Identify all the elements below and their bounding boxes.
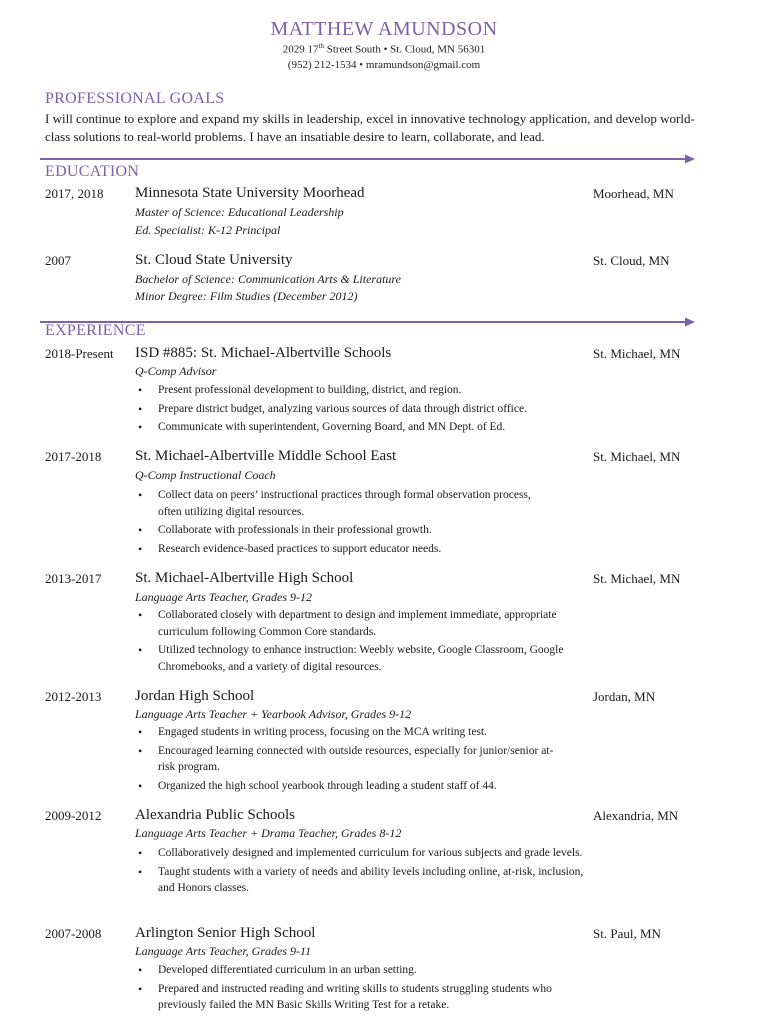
education-degree: Ed. Specialist: K-12 Principal xyxy=(135,223,281,237)
job-employer: St. Michael-Albertville Middle School East xyxy=(135,448,397,464)
job-bullet: • Utilized technology to enhance instruction: Weebly website, Google Classroom, Google Chromebooks, and a variety of digital resources. xyxy=(135,642,595,675)
job-title: Language Arts Teacher + Drama Teacher, Grades 8-12 xyxy=(135,826,402,840)
address-rest: Street South • St. Cloud, MN 56301 xyxy=(323,43,486,56)
address-ordinal: th xyxy=(318,42,324,50)
job-bullet: • Collaboratively designed and implemented curriculum for various subjects and grade levels. xyxy=(135,845,585,862)
job-bullet: • Communicate with superintendent, Governing Board, and MN Dept. of Ed. xyxy=(135,419,605,436)
education-location: St. Cloud, MN xyxy=(593,253,670,268)
job-employer: Jordan High School xyxy=(135,688,255,704)
job-employer: St. Michael-Albertville High School xyxy=(135,570,354,586)
job-location: St. Paul, MN xyxy=(593,926,661,941)
job-date: 2007-2008 xyxy=(45,926,102,941)
job-date: 2012-2013 xyxy=(45,689,102,704)
job-bullet: • Developed differentiated curriculum in an urban setting. xyxy=(135,962,595,979)
job-title: Language Arts Teacher, Grades 9-11 xyxy=(135,944,312,958)
job-bullets xyxy=(135,487,555,559)
job-bullet: • Prepared and instructed reading and writing skills to students struggling students who previously failed the MN Basic Skills Writing Test for a retake. xyxy=(135,981,595,1014)
job-bullet: • Encouraged learning connected with outside resources, especially for junior/senior at-risk program. xyxy=(135,743,555,776)
education-school: St. Cloud State University xyxy=(135,252,293,268)
goals-text: I will continue to explore and expand my skills in leadership, excel in innovative technology application, and develop world-class solutions to real-world problems. I have an insatiable desire to learn, collaborate, and lead. xyxy=(45,111,695,144)
address-line xyxy=(0,42,768,56)
education-date: 2007 xyxy=(45,253,71,268)
education-school: Minnesota State University Moorhead xyxy=(135,185,365,201)
job-location: Jordan, MN xyxy=(593,689,656,704)
education-degree: Bachelor of Science: Communication Arts & Literature xyxy=(135,272,401,286)
job-date: 2017-2018 xyxy=(45,449,102,464)
job-bullet: • Research evidence-based practices to support educator needs. xyxy=(135,541,555,558)
education-date: 2017, 2018 xyxy=(45,186,104,201)
resume-name: MATTHEW AMUNDSON xyxy=(270,18,498,40)
job-bullets xyxy=(135,724,555,796)
address-number: 2029 17 xyxy=(282,43,319,56)
phone-email-line: (952) 212-1534 • mramundson@gmail.com xyxy=(287,59,481,71)
education-degree: Minor Degree: Film Studies (December 2012) xyxy=(135,289,358,303)
job-bullet: • Prepare district budget, analyzing various sources of data through district office. xyxy=(135,401,605,418)
job-location: Alexandria, MN xyxy=(593,808,679,823)
job-title: Language Arts Teacher, Grades 9-12 xyxy=(135,590,313,604)
job-bullets xyxy=(135,845,585,899)
job-date: 2013-2017 xyxy=(45,571,102,586)
job-employer: ISD #885: St. Michael-Albertville Schools xyxy=(135,345,392,361)
experience-heading: EXPERIENCE xyxy=(45,322,146,339)
job-date: 2018-Present xyxy=(45,346,114,361)
education-location: Moorhead, MN xyxy=(593,186,674,201)
goals-heading: PROFESSIONAL GOALS xyxy=(45,90,225,107)
job-location: St. Michael, MN xyxy=(593,449,681,464)
education-heading: EDUCATION xyxy=(45,163,140,180)
job-bullets xyxy=(135,962,595,1016)
job-title: Language Arts Teacher + Yearbook Advisor, Grades 9-12 xyxy=(135,707,412,721)
job-bullet: • Organized the high school yearbook through leading a student staff of 44. xyxy=(135,778,555,795)
job-bullet: • Collaborate with professionals in their professional growth. xyxy=(135,522,555,539)
job-employer: Alexandria Public Schools xyxy=(135,807,295,823)
job-title: Q-Comp Instructional Coach xyxy=(135,468,276,482)
job-bullet: • Present professional development to building, district, and region. xyxy=(135,382,605,399)
job-bullet: • Taught students with a variety of needs and ability levels including online, at-risk, inclusion, and Honors classes. xyxy=(135,864,585,897)
job-employer: Arlington Senior High School xyxy=(135,925,316,941)
job-title: Q-Comp Advisor xyxy=(135,364,217,378)
job-location: St. Michael, MN xyxy=(593,571,681,586)
job-bullet: • Collaborated closely with department to design and implement immediate, appropriate curriculum following Common Core standards. xyxy=(135,607,595,640)
job-bullets xyxy=(135,607,595,677)
job-date: 2009-2012 xyxy=(45,808,102,823)
education-degree: Master of Science: Educational Leadership xyxy=(135,205,344,219)
job-location: St. Michael, MN xyxy=(593,346,681,361)
job-bullet: • Engaged students in writing process, focusing on the MCA writing test. xyxy=(135,724,555,741)
job-bullets xyxy=(135,382,605,438)
job-bullet: • Collect data on peers’ instructional practices through formal observation process, often utilizing digital resources. xyxy=(135,487,555,520)
